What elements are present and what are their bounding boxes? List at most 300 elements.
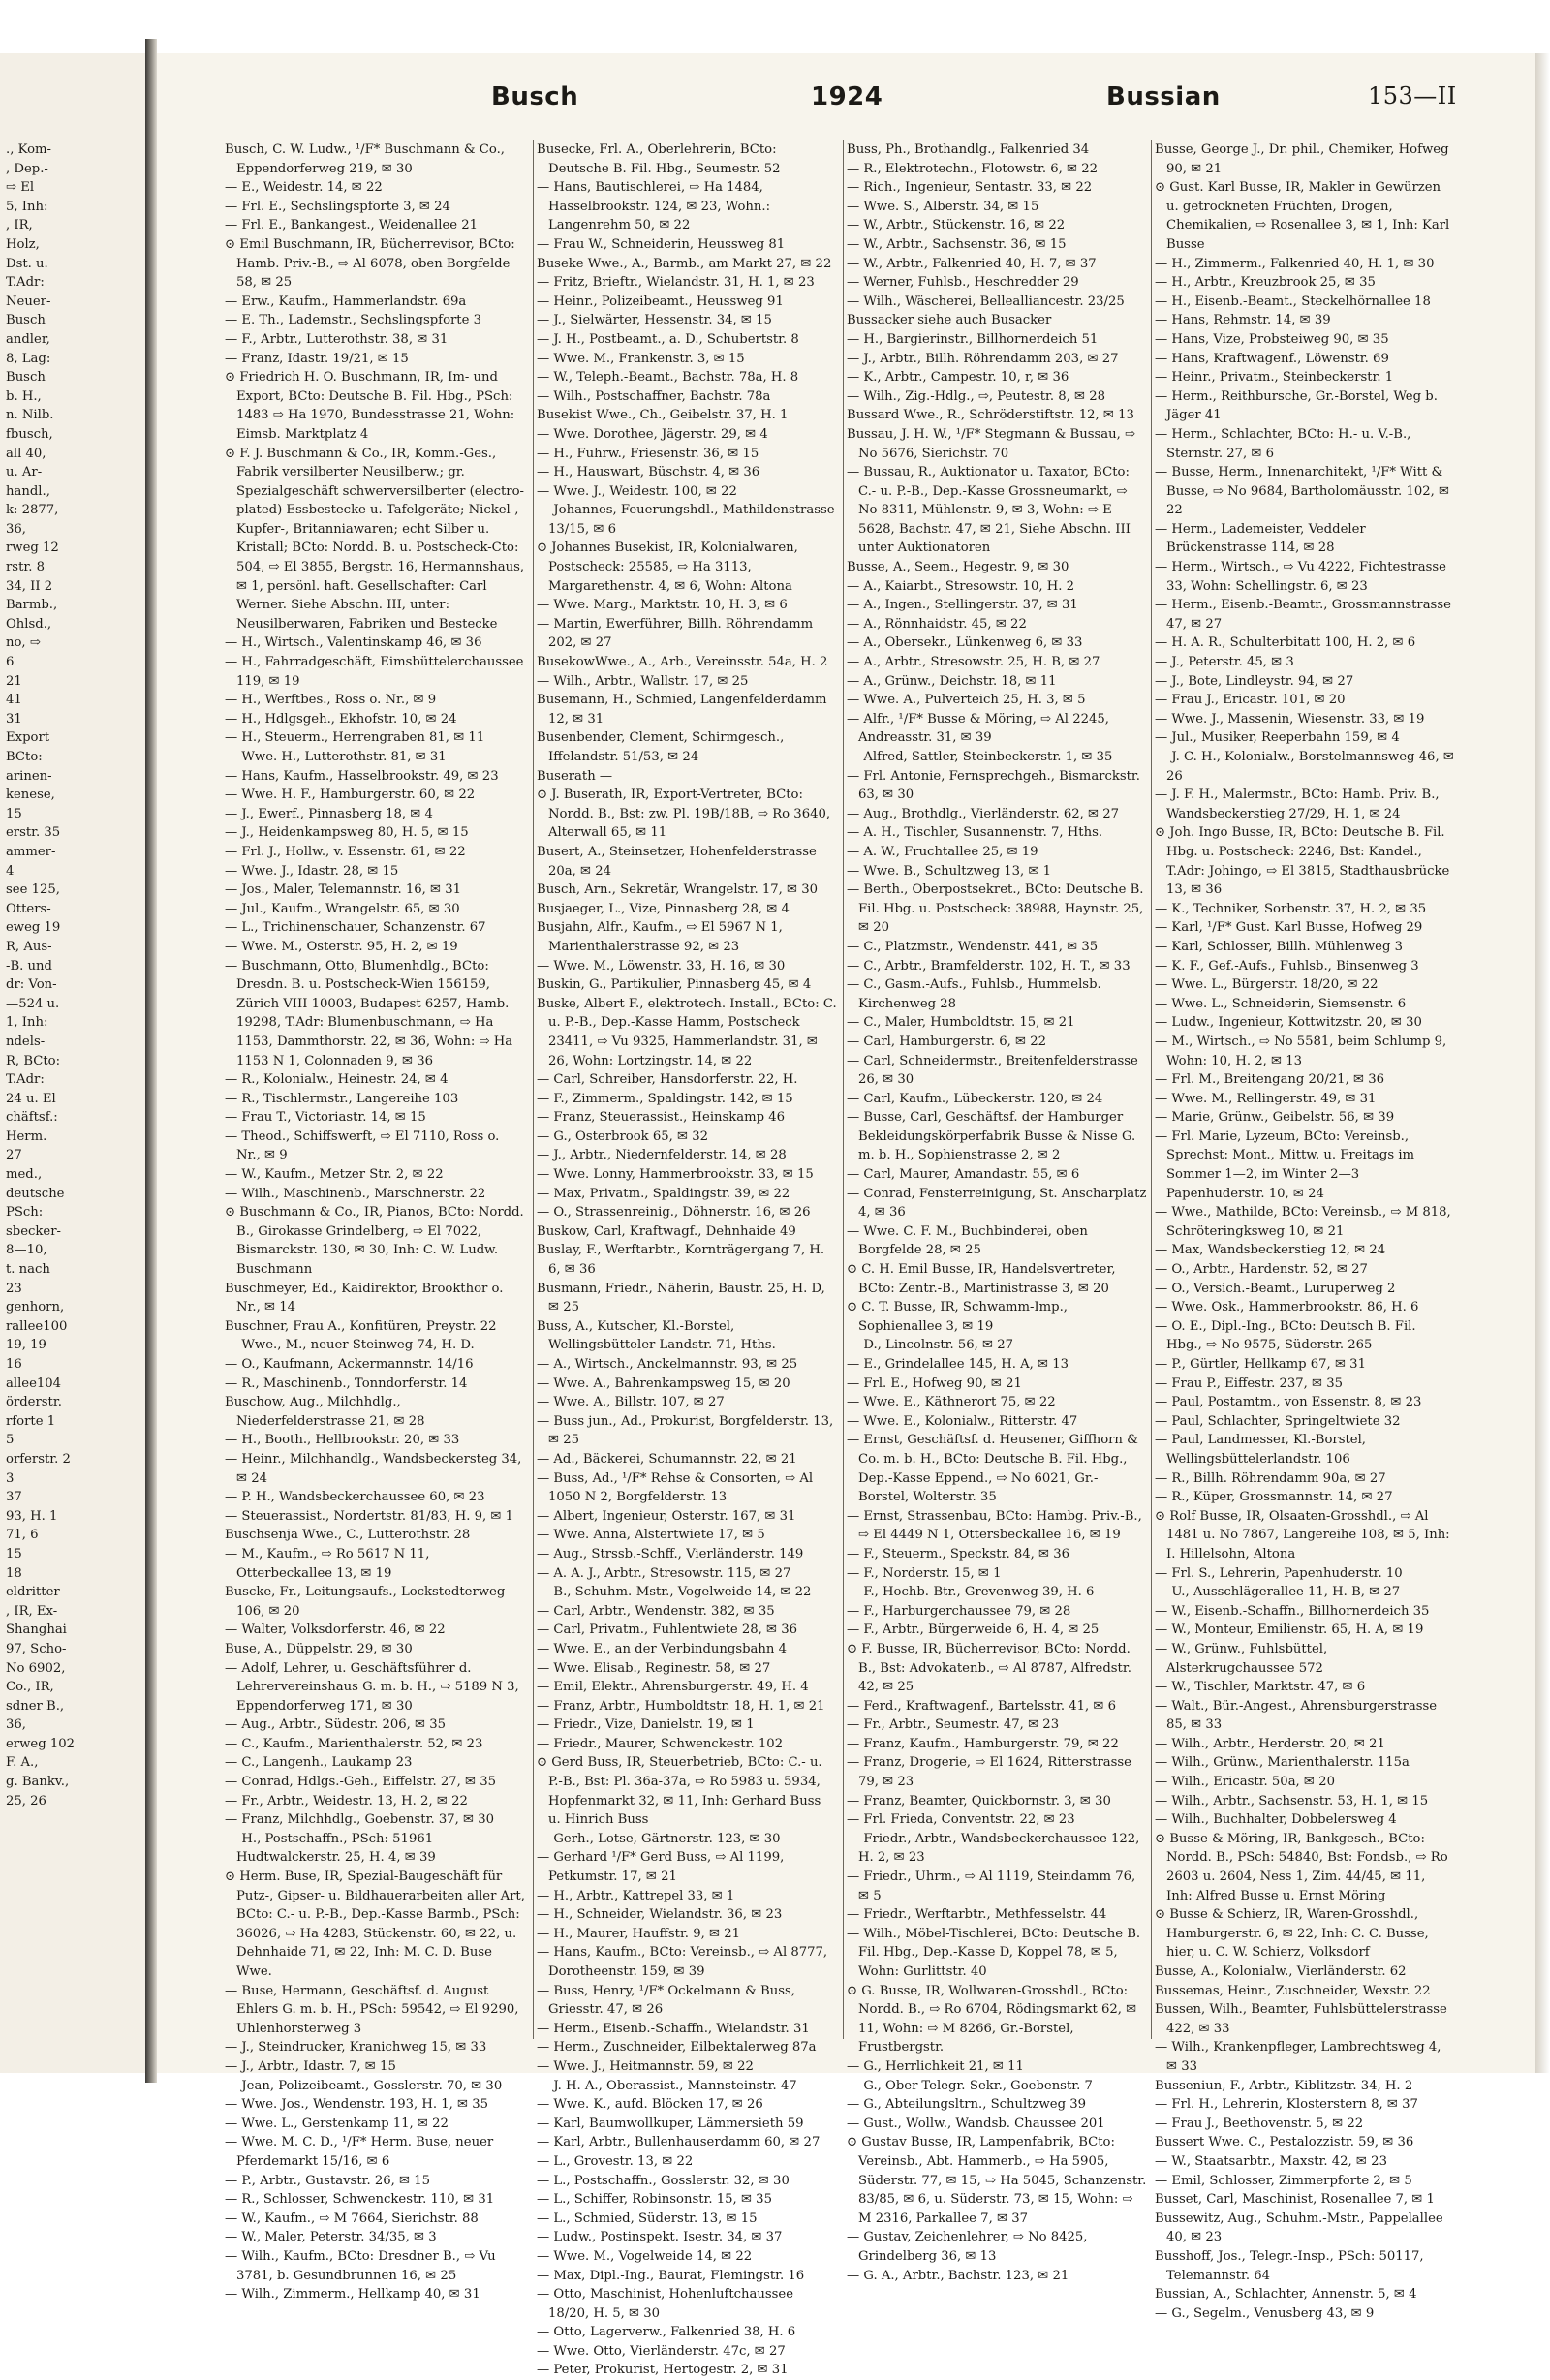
directory-entry: — C., Platzmstr., Wendenstr. 441, ✉ 35 <box>847 939 1099 954</box>
directory-entry: — H., Bargierinstr., Billhornerdeich 51 <box>847 331 1099 347</box>
directory-entry: — Theod., Schiffswerft, ⇨ El 7110, Ross o. Nr., ✉ 9 <box>225 1128 500 1163</box>
directory-entry: — O., Kaufmann, Ackermannstr. 14/16 <box>225 1357 474 1372</box>
directory-entry: — Franz, Kaufm., Hamburgerstr. 79, ✉ 22 <box>847 1736 1119 1751</box>
directory-entry: — Ferd., Kraftwagenf., Bartelsstr. 41, ✉ 6 <box>847 1698 1117 1714</box>
directory-entry: — Wilh., Ericastr. 50a, ✉ 20 <box>1155 1775 1335 1790</box>
facing-page-fragment: , Dep.- <box>6 161 48 176</box>
directory-entry: ⊙ Johannes Busekist, IR, Kolonialwaren, Postscheck: 25585, ⇨ Ha 3113, Margarethenstr. 4, ✉ 6, Wohn: Altona <box>537 541 798 594</box>
facing-page-fragment: erweg 102 <box>6 1736 76 1751</box>
directory-entry: — Jos., Maler, Telemannstr. 16, ✉ 31 <box>225 882 462 898</box>
directory-entry: — Wwe. Osk., Hammerbrookstr. 86, H. 6 <box>1155 1300 1419 1315</box>
directory-entry: — D., Lincolnstr. 56, ✉ 27 <box>847 1338 1014 1353</box>
directory-entry: Busse, A., Seem., Hegestr. 9, ✉ 30 <box>847 560 1070 575</box>
directory-entry: — W., Arbtr., Sachsenstr. 36, ✉ 15 <box>847 236 1067 252</box>
directory-entry: — R., Schlosser, Schwenckestr. 110, ✉ 31 <box>225 2192 495 2208</box>
directory-entry: — W., Kaufm., ⇨ M 7664, Sierichstr. 88 <box>225 2210 479 2226</box>
directory-entry: — W., Teleph.-Beamt., Bachstr. 78a, H. 8 <box>537 370 799 386</box>
directory-entry: — W., Arbtr., Falkenried 40, H. 7, ✉ 37 <box>847 256 1097 271</box>
facing-page-fragment: rweg 12 <box>6 541 59 556</box>
directory-entry: — Buss, Henry, ¹/F* Ockelmann & Buss, Griesstr. 47, ✉ 26 <box>537 1983 795 2018</box>
directory-entry: Busemann, H., Schmied, Langenfelderdamm 12, ✉ 31 <box>537 693 827 726</box>
facing-page-fragment: Neuer- <box>6 294 51 309</box>
directory-entry: — A., Ingen., Stellingerstr. 37, ✉ 31 <box>847 598 1078 613</box>
directory-entry: Busecke, Frl. A., Oberlehrerin, BCto: Deutsche B. Fil. Hbg., Seumestr. 52 <box>537 142 781 176</box>
directory-entry: — P., Arbtr., Gustavstr. 26, ✉ 15 <box>225 2173 431 2188</box>
directory-entry: — H. A. R., Schulterbitatt 100, H. 2, ✉ 6 <box>1155 635 1416 651</box>
directory-entry: — Conrad, Fensterreinigung, St. Anscharplatz 4, ✉ 36 <box>847 1186 1147 1221</box>
directory-entry: — F., Arbtr., Bürgerweide 6, H. 4, ✉ 25 <box>847 1623 1100 1638</box>
directory-entry: — Emil, Elektr., Ahrensburgerstr. 49, H. 4 <box>537 1680 809 1695</box>
directory-entry: Bussacker siehe auch Busacker <box>847 313 1052 328</box>
facing-page-fragment: BCto: <box>6 750 43 764</box>
directory-entry: — H., Booth., Hellbrookstr. 20, ✉ 33 <box>225 1433 460 1448</box>
directory-entry: — A., Kaiarbt., Stresowstr. 10, H. 2 <box>847 578 1075 594</box>
facing-page-fragment: , IR, Ex- <box>6 1603 58 1619</box>
directory-entry: Bussard Wwe., R., Schröderstiftstr. 12, ✉ 13 <box>847 408 1134 423</box>
directory-entry: Busenbender, Clement, Schirmgesch., Iffelandstr. 51/53, ✉ 24 <box>537 730 785 764</box>
facing-page-fragment: 8—10, <box>6 1243 47 1258</box>
directory-entry: — Gustav, Zeichenlehrer, ⇨ No 8425, Grindelberg 36, ✉ 13 <box>847 2230 1088 2264</box>
directory-entry: — E. Th., Lademstr., Sechslingspforte 3 <box>225 313 481 328</box>
directory-entry: — Alfr., ¹/F* Busse & Möring, ⇨ Al 2245, Andreasstr. 31, ✉ 39 <box>847 711 1109 746</box>
directory-entry: — Herm., Schlachter, BCto: H.- u. V.-B., Sternstr. 27, ✉ 6 <box>1155 426 1411 461</box>
directory-entry: — A., Arbtr., Stresowstr. 25, H. B, ✉ 27 <box>847 655 1100 670</box>
directory-entry: — Wwe. Lonny, Hammerbrookstr. 33, ✉ 15 <box>537 1167 814 1183</box>
facing-page-fragment: T.Adr: <box>6 275 45 291</box>
directory-entry: — Paul, Landmesser, Kl.-Borstel, Wellingsbüttelerlandstr. 106 <box>1155 1433 1366 1467</box>
directory-entry: — Albert, Ingenieur, Osterstr. 167, ✉ 31 <box>537 1508 796 1524</box>
directory-entry: — Wwe. S., Alberstr. 34, ✉ 15 <box>847 199 1039 214</box>
directory-entry: — Frau P., Eiffestr. 237, ✉ 35 <box>1155 1375 1344 1391</box>
directory-entry: — Franz, Drogerie, ⇨ El 1624, Ritterstrasse 79, ✉ 23 <box>847 1755 1132 1790</box>
directory-entry: Busse, George J., Dr. phil., Chemiker, Hofweg 90, ✉ 21 <box>1155 142 1449 176</box>
directory-entry: — A., Obersekr., Lünkenweg 6, ✉ 33 <box>847 635 1083 651</box>
directory-entry: — Ludw., Postinspekt. Isestr. 34, ✉ 37 <box>537 2230 783 2245</box>
facing-page-fragment: 16 <box>6 1357 22 1372</box>
directory-entry: — Wilh., Arbtr., Sachsenstr. 53, H. 1, ✉ 15 <box>1155 1793 1429 1808</box>
directory-entry: — Herm., Lademeister, Veddeler Brückenstrasse 114, ✉ 28 <box>1155 521 1366 556</box>
directory-entry: — Wilh., Kaufm., BCto: Dresdner B., ⇨ Vu 3781, b. Gesundbrunnen 16, ✉ 25 <box>225 2248 496 2283</box>
directory-entry: ⊙ J. Buserath, IR, Export-Vertreter, BCto: Nordd. B., Bst: zw. Pl. 19B/18B, ⇨ Ro 3640, Alterwall 65, ✉ 11 <box>537 788 831 841</box>
facing-page-fragment: 36, <box>6 1717 26 1733</box>
facing-page-fragment: Shanghai <box>6 1623 67 1638</box>
directory-entry: — J., Arbtr., Billh. Röhrendamm 203, ✉ 27 <box>847 351 1119 366</box>
facing-page-fragment: sbecker- <box>6 1223 61 1239</box>
directory-entry: — M., Kaufm., ⇨ Ro 5617 N 11, Otterbeckallee 13, ✉ 19 <box>225 1546 430 1581</box>
facing-page-fragment: Ohlsd., <box>6 616 52 632</box>
directory-entry: — H., Fahrradgeschäft, Eimsbüttelerchaussee 119, ✉ 19 <box>225 655 524 689</box>
directory-entry: — H., Hdlgsgeh., Ekhofstr. 10, ✉ 24 <box>225 711 457 726</box>
directory-entry: — Wilh., Postschaffner, Bachstr. 78a <box>537 388 771 404</box>
directory-entry: — H., Hauswart, Büschstr. 4, ✉ 36 <box>537 465 760 480</box>
directory-entry: — Wwe. H., Lutterothstr. 81, ✉ 31 <box>225 750 447 764</box>
directory-entry: — Wilh., Arbtr., Herderstr. 20, ✉ 21 <box>1155 1736 1385 1751</box>
directory-entry: — Wwe. M., Osterstr. 95, H. 2, ✉ 19 <box>225 939 458 954</box>
directory-entry: — Wwe. M., Rellingerstr. 49, ✉ 31 <box>1155 1091 1377 1106</box>
facing-page-fragment: F. A., <box>6 1755 39 1771</box>
directory-entry: — A. H., Tischler, Susannenstr. 7, Hths. <box>847 825 1103 841</box>
facing-page-fragment: Dst. u. <box>6 256 48 271</box>
header-year: 1924 <box>811 82 884 111</box>
directory-entry: ⊙ Gerd Buss, IR, Steuerbetrieb, BCto: C.- u. P.-B., Bst: Pl. 36a-37a, ⇨ Ro 5983 u. 5934, Hopfenmarkt 32, ✉ 11, Inh: Gerhard Buss u. Hinrich Buss <box>537 1755 822 1828</box>
directory-entry: — Bussau, R., Auktionator u. Taxator, BCto: C.- u. P.-B., Dep.-Kasse Grossneumarkt, ⇨ No 8311, Mühlenstr. 9, ✉ 3, Wohn: ⇨ E 5628, Bachstr. 47, ✉ 21, Siehe Abschn. III unter Auktionatoren <box>847 465 1131 556</box>
directory-entry: — Carl, Schreiber, Hansdorferstr. 22, H. <box>537 1072 798 1088</box>
directory-entry: — H., Werftbes., Ross o. Nr., ✉ 9 <box>225 693 437 708</box>
facing-page-fragment: 24 u. El <box>6 1091 56 1106</box>
directory-entry: — Franz, Beamter, Quickbornstr. 3, ✉ 30 <box>847 1793 1111 1808</box>
directory-entry: — L., Schiffer, Robinsonstr. 15, ✉ 35 <box>537 2192 772 2208</box>
directory-entry: — L., Trichinenschauer, Schanzenstr. 67 <box>225 920 486 936</box>
facing-page-fragment: genhorn, <box>6 1300 65 1315</box>
directory-entry: — C., Kaufm., Marienthalerstr. 52, ✉ 23 <box>225 1736 483 1751</box>
facing-page-fragment: erstr. 35 <box>6 825 61 841</box>
header-last-name: Bussian <box>1106 82 1221 111</box>
directory-entry: — Wwe. H. F., Hamburgerstr. 60, ✉ 22 <box>225 788 476 803</box>
facing-page-fragment: Busch <box>6 313 46 328</box>
directory-entry: — W., Monteur, Emilienstr. 65, H. A, ✉ 19 <box>1155 1623 1424 1638</box>
facing-page-fragment: u. Ar- <box>6 465 43 480</box>
directory-entry: — W., Maler, Peterstr. 34/35, ✉ 3 <box>225 2230 437 2245</box>
directory-entry: — Frau J., Beethovenstr. 5, ✉ 22 <box>1155 2116 1364 2131</box>
directory-entry: Busseniun, F., Arbtr., Kiblitzstr. 34, H. 2 <box>1155 2078 1413 2093</box>
directory-entry: Buske, Albert F., elektrotech. Install., BCto: C. u. P.-B., Dep.-Kasse Hamm, Postscheck 23411, ⇨ Vu 9325, Hammerlandstr. 31, ✉ 26, Wohn: Lortzingstr. 14, ✉ 22 <box>537 996 837 1068</box>
facing-page-fragment: 23 <box>6 1281 22 1296</box>
directory-entry: — Aug., Arbtr., Südestr. 206, ✉ 35 <box>225 1717 447 1733</box>
directory-entry: — L., Postschaffn., Gosslerstr. 32, ✉ 30 <box>537 2173 790 2188</box>
directory-entry: — Walt., Bür.-Angest., Ahrensburgerstrasse 85, ✉ 33 <box>1155 1698 1438 1733</box>
header-first-name: Busch <box>491 82 579 111</box>
directory-entry: — Frl. S., Lehrerin, Papenhuderstr. 10 <box>1155 1565 1403 1581</box>
directory-page <box>157 53 1535 2378</box>
facing-page-fragment: k: 2877, <box>6 503 59 518</box>
column-rule <box>1151 140 1152 2039</box>
directory-entry: — Gerh., Lotse, Gärtnerstr. 123, ✉ 30 <box>537 1831 781 1846</box>
directory-entry: — Aug., Strssb.-Schff., Vierländerstr. 149 <box>537 1546 804 1561</box>
directory-entry: — A., Grünw., Deichstr. 18, ✉ 11 <box>847 673 1057 689</box>
facing-page-fragment: rallee100 <box>6 1318 68 1334</box>
directory-entry: ⊙ Busse & Möring, IR, Bankgesch., BCto: Nordd. B., PSch: 54840, Bst: Fondsb., ⇨ Ro 2603 u. 2604, Ness 1, Zim. 44/45, ✉ 11, Inh: Alfred Busse u. Ernst Möring <box>1155 1831 1448 1903</box>
directory-entry: — Max, Wandsbeckerstieg 12, ✉ 24 <box>1155 1243 1386 1258</box>
directory-entry: — Karl, Baumwollkuper, Lämmersieth 59 <box>537 2116 804 2131</box>
facing-page-fragment: No 6902, <box>6 1660 66 1676</box>
directory-entry: — J., Steindrucker, Kranichweg 15, ✉ 33 <box>225 2040 487 2055</box>
directory-entry: — W., Kaufm., Metzer Str. 2, ✉ 22 <box>225 1167 444 1183</box>
directory-entry: — Wwe. B., Schultzweg 13, ✉ 1 <box>847 863 1052 879</box>
directory-entry: — Wwe. M., Vogelweide 14, ✉ 22 <box>537 2248 753 2264</box>
directory-entry: — C., Maler, Humboldtstr. 15, ✉ 21 <box>847 1015 1075 1031</box>
directory-entry: Buskin, G., Partikulier, Pinnasberg 45, ✉ 4 <box>537 977 812 993</box>
directory-entry: — Wwe. Dorothee, Jägerstr. 29, ✉ 4 <box>537 426 768 442</box>
facing-page-fragment: —524 u. <box>6 996 60 1011</box>
directory-entry: Buss, A., Kutscher, Kl.-Borstel, Wellingsbütteler Landstr. 71, Hths. <box>537 1318 776 1353</box>
facing-page-fragment: ammer- <box>6 844 56 859</box>
facing-page-fragment: allee104 <box>6 1375 62 1391</box>
directory-entry: — J., Heidenkampsweg 80, H. 5, ✉ 15 <box>225 825 469 841</box>
directory-entry: — Wwe. A., Bahrenkampsweg 15, ✉ 20 <box>537 1375 790 1391</box>
directory-entry: — Hans, Kraftwagenf., Löwenstr. 69 <box>1155 351 1389 366</box>
directory-entry: — Frl. E., Bankangest., Weidenallee 21 <box>225 218 479 233</box>
directory-entry: — Carl, Hamburgerstr. 6, ✉ 22 <box>847 1034 1046 1049</box>
directory-entry: — C., Gasm.-Aufs., Fuhlsb., Hummelsb. Kirchenweg 28 <box>847 977 1101 1011</box>
directory-entry: — H., Fuhrw., Friesenstr. 36, ✉ 15 <box>537 446 760 461</box>
facing-page-fragment: see 125, <box>6 882 60 898</box>
facing-page-fragment: 15 <box>6 806 22 821</box>
facing-page-fragment: 6 <box>6 655 15 670</box>
facing-page-fragment: T.Adr: <box>6 1072 45 1088</box>
facing-page-fragment: Otters- <box>6 901 51 916</box>
directory-entry: — Frl. H., Lehrerin, Klosterstern 8, ✉ 37 <box>1155 2097 1418 2113</box>
directory-entry: — Hans, Vize, Probsteiweg 90, ✉ 35 <box>1155 331 1389 347</box>
directory-entry: — F., Harburgerchaussee 79, ✉ 28 <box>847 1603 1071 1619</box>
directory-entry: — Herm., Zuschneider, Eilbektalerweg 87a <box>537 2040 817 2055</box>
directory-entry: — Wilh., Wäscherei, Bellealliancestr. 23/25 <box>847 294 1125 309</box>
facing-page-fragment: , IR, <box>6 218 33 233</box>
directory-entry: — Paul, Schlachter, Springeltwiete 32 <box>1155 1413 1401 1429</box>
book-gutter <box>145 39 157 2083</box>
directory-entry: — Wwe. A., Pulverteich 25, H. 3, ✉ 5 <box>847 693 1086 708</box>
directory-entry: — Wilh., Maschinenb., Marschnerstr. 22 <box>225 1186 486 1201</box>
directory-entry: Buslay, F., Werftarbtr., Kornträgergang 7, H. 6, ✉ 36 <box>537 1243 825 1278</box>
directory-entry: — O. E., Dipl.-Ing., BCto: Deutsch B. Fil. Hbg., ⇨ No 9575, Süderstr. 265 <box>1155 1318 1416 1353</box>
directory-entry: Buschsenja Wwe., C., Lutterothstr. 28 <box>225 1528 471 1543</box>
directory-entry: — R., Elektrotechn., Flotowstr. 6, ✉ 22 <box>847 161 1099 176</box>
directory-entry: — E., Grindelallee 145, H. A, ✉ 13 <box>847 1357 1070 1372</box>
directory-entry: — H., Zimmerm., Falkenried 40, H. 1, ✉ 30 <box>1155 256 1435 271</box>
directory-entry: ⊙ Busse & Schierz, IR, Waren-Grosshdl., Hamburgerstr. 6, ✉ 22, Inh: C. C. Busse, hier, u. C. W. Schierz, Volksdorf <box>1155 1907 1429 1961</box>
facing-page-fragment: eweg 19 <box>6 920 61 936</box>
directory-entry: Bussau, J. H. W., ¹/F* Stegmann & Bussau, ⇨ No 5676, Sierichstr. 70 <box>847 426 1136 461</box>
facing-page-fragment: rforte 1 <box>6 1413 56 1429</box>
directory-entry: — Herm., Wirtsch., ⇨ Vu 4222, Fichtestrasse 33, Wohn: Schellingstr. 6, ✉ 23 <box>1155 560 1446 594</box>
directory-column-4 <box>1155 140 1455 2321</box>
directory-entry: — O., Arbtr., Hardenstr. 52, ✉ 27 <box>1155 1262 1368 1278</box>
directory-entry: — O., Versich.-Beamt., Luruperweg 2 <box>1155 1281 1396 1296</box>
facing-page-fragment: 36, <box>6 521 26 537</box>
facing-page-fragment: kenese, <box>6 788 55 803</box>
directory-entry: — G., Ober-Telegr.-Sekr., Goebenstr. 7 <box>847 2078 1093 2093</box>
directory-entry: — R., Billh. Röhrendamm 90a, ✉ 27 <box>1155 1470 1386 1486</box>
directory-entry: — Karl, Arbtr., Bullenhauserdamm 60, ✉ 27 <box>537 2135 821 2150</box>
directory-entry: — Heinr., Milchhandlg., Wandsbeckersteg 34, ✉ 24 <box>225 1451 522 1486</box>
facing-page-fragment: Busch <box>6 370 46 386</box>
directory-entry: — K. F., Gef.-Aufs., Fuhlsb., Binsenweg 3 <box>1155 958 1419 974</box>
directory-entry: — Hans, Bautischlerei, ⇨ Ha 1484, Hasselbrookstr. 124, ✉ 23, Wohn.: Langenrehm 50, ✉ 22 <box>537 180 771 233</box>
facing-page-fragment: sdner B., <box>6 1698 65 1714</box>
column-rule <box>533 140 534 2039</box>
directory-entry: — Frl. E., Sechslingspforte 3, ✉ 24 <box>225 199 450 214</box>
directory-entry: — F., Hochb.-Btr., Grevenweg 39, H. 6 <box>847 1585 1095 1600</box>
facing-page-fragment: arinen- <box>6 768 52 784</box>
directory-entry: Bussert Wwe. C., Pestalozzistr. 59, ✉ 36 <box>1155 2135 1414 2150</box>
directory-entry: — H., Arbtr., Kreuzbrook 25, ✉ 35 <box>1155 275 1376 291</box>
directory-entry: — G., Herrlichkeit 21, ✉ 11 <box>847 2058 1024 2074</box>
directory-entry: — G., Segelm., Venusberg 43, ✉ 9 <box>1155 2305 1375 2321</box>
page-header <box>157 82 1535 131</box>
facing-page-fragment: 5 <box>6 1433 15 1448</box>
directory-entry: — H., Maurer, Hauffstr. 9, ✉ 21 <box>537 1926 740 1941</box>
directory-entry: Buscke, Fr., Leitungsaufs., Lockstedterweg 106, ✉ 20 <box>225 1585 506 1619</box>
directory-entry: — F., Arbtr., Lutterothstr. 38, ✉ 31 <box>225 331 449 347</box>
directory-entry: ⊙ C. H. Emil Busse, IR, Handelsvertreter, BCto: Zentr.-B., Martinistrasse 3, ✉ 20 <box>847 1262 1116 1296</box>
directory-entry: — Alfred, Sattler, Steinbeckerstr. 1, ✉ 35 <box>847 750 1113 764</box>
facing-page-fragment: Export <box>6 730 50 746</box>
directory-entry: — K., Techniker, Sorbenstr. 37, H. 2, ✉ 35 <box>1155 901 1427 916</box>
facing-page-fragment: 31 <box>6 711 22 726</box>
directory-entry: Busch, C. W. Ludw., ¹/F* Buschmann & Co., Eppendorferweg 219, ✉ 30 <box>225 142 505 176</box>
facing-page-fragment: andler, <box>6 331 50 347</box>
directory-entry: — Wwe. E., Kolonialw., Ritterstr. 47 <box>847 1413 1078 1429</box>
facing-page-fragment: t. nach <box>6 1262 50 1278</box>
directory-entry: — C., Arbtr., Bramfelderstr. 102, H. T., ✉ 33 <box>847 958 1131 974</box>
directory-entry: — Wwe. Jos., Wendenstr. 193, H. 1, ✉ 35 <box>225 2097 489 2113</box>
facing-page-fragment: eldritter- <box>6 1585 65 1600</box>
directory-entry: — Johannes, Feuerungshdl., Mathildenstrasse 13/15, ✉ 6 <box>537 503 835 537</box>
directory-entry: — Wwe. J., Heitmannstr. 59, ✉ 22 <box>537 2058 754 2074</box>
directory-entry: — Gerhard ¹/F* Gerd Buss, ⇨ Al 1199, Petkumstr. 17, ✉ 21 <box>537 1850 785 1885</box>
directory-entry: Busekist Wwe., Ch., Geibelstr. 37, H. 1 <box>537 408 789 423</box>
directory-entry: — Wwe. L., Schneiderin, Siemsenstr. 6 <box>1155 996 1407 1011</box>
directory-entry: ⊙ Emil Buschmann, IR, Bücherrevisor, BCto: Hamb. Priv.-B., ⇨ Al 6078, oben Borgfelde 58, ✉ 25 <box>225 236 515 291</box>
directory-entry: ⊙ Gustav Busse, IR, Lampenfabrik, BCto: Vereinsb., Abt. Hammerb., ⇨ Ha 5905, Süderstr. 77, ✉ 15, ⇨ Ha 5045, Schanzenstr. 83/85, ✉ 6, u. Süderstr. 73, ✉ 15, Wohn: ⇨ M 2316, Parkallee 7, ✉ 37 <box>847 2135 1147 2226</box>
directory-entry: — Friedr., Werftarbtr., Methfesselstr. 44 <box>847 1907 1107 1923</box>
directory-entry: — Ernst, Strassenbau, BCto: Hambg. Priv.-B., ⇨ El 4449 N 1, Ottersbeckallee 16, ✉ 19 <box>847 1508 1142 1543</box>
directory-entry: — Werner, Fuhlsb., Heschredder 29 <box>847 275 1079 291</box>
facing-page-fragment: g. Bankv., <box>6 1775 70 1790</box>
directory-entry: — Frl. Antonie, Fernsprechgeh., Bismarckstr. 63, ✉ 30 <box>847 768 1140 803</box>
directory-entry: — H., Postschaffn., PSch: 51961 Hudtwalckerstr. 25, H. 4, ✉ 39 <box>225 1831 436 1866</box>
directory-entry: Busjaeger, L., Vize, Pinnasberg 28, ✉ 4 <box>537 901 790 916</box>
directory-entry: Busshoff, Jos., Telegr.-Insp., PSch: 50117, Telemannstr. 64 <box>1155 2248 1424 2283</box>
facing-page-fragment: 34, II 2 <box>6 578 53 594</box>
facing-page-fragment: 19, 19 <box>6 1338 46 1353</box>
directory-entry: ⊙ Rolf Busse, IR, Olsaaten-Grosshdl., ⇨ Al 1481 u. No 7867, Langereihe 108, ✉ 5, Inh: I. Hillelsohn, Altona <box>1155 1508 1450 1561</box>
facing-page-fragment: 21 <box>6 673 22 689</box>
directory-entry: — Busse, Herm., Innenarchitekt, ¹/F* Witt & Busse, ⇨ No 9684, Bartholomäusstr. 102, ✉ 22 <box>1155 465 1450 518</box>
directory-entry: — Wilh., Möbel-Tischlerei, BCto: Deutsche B. Fil. Hbg., Dep.-Kasse D, Koppel 78, ✉ 5, Wohn: Gurlittstr. 40 <box>847 1926 1141 1979</box>
directory-entry: — Jul., Musiker, Reeperbahn 159, ✉ 4 <box>1155 730 1400 746</box>
directory-entry: — Fr., Arbtr., Seumestr. 47, ✉ 23 <box>847 1717 1060 1733</box>
directory-entry: — W., Staatsarbtr., Maxstr. 42, ✉ 23 <box>1155 2153 1387 2169</box>
directory-entry: — A., Rönnhaidstr. 45, ✉ 22 <box>847 616 1027 632</box>
directory-entry: — Wwe. J., Massenin, Wiesenstr. 33, ✉ 19 <box>1155 711 1425 726</box>
directory-entry: — Adolf, Lehrer, u. Geschäftsführer d. Lehrervereinshaus G. m. b. H., ⇨ 5189 N 3, Eppendorferweg 171, ✉ 30 <box>225 1660 519 1714</box>
directory-entry: Busert, A., Steinsetzer, Hohenfelderstrasse 20a, ✉ 24 <box>537 844 817 879</box>
directory-entry: ⊙ Friedrich H. O. Buschmann, IR, Im- und Export, BCto: Deutsche B. Fil. Hbg., PSch: 1483 ⇨ Ha 1970, Bundesstrasse 21, Wohn: Eimsb. Marktplatz 4 <box>225 370 515 442</box>
directory-entry: — F., Zimmerm., Spaldingstr. 142, ✉ 15 <box>537 1091 793 1106</box>
directory-entry: — M., Wirtsch., ⇨ No 5581, beim Schlump 9, Wohn: 10, H. 2, ✉ 13 <box>1155 1034 1447 1068</box>
facing-page-fragment: chäftsf.: <box>6 1110 58 1126</box>
directory-entry: — Buss jun., Ad., Prokurist, Borgfelderstr. 13, ✉ 25 <box>537 1413 834 1448</box>
facing-page-fragment: 8, Lag: <box>6 351 51 366</box>
directory-entry: — A. A. J., Arbtr., Stresowstr. 115, ✉ 27 <box>537 1565 791 1581</box>
facing-page-fragment: 5, Inh: <box>6 199 48 214</box>
directory-entry: Buseke Wwe., A., Barmb., am Markt 27, ✉ 22 <box>537 256 832 271</box>
directory-entry: — H., Arbtr., Kattrepel 33, ✉ 1 <box>537 1888 735 1903</box>
directory-entry: ⊙ Joh. Ingo Busse, IR, BCto: Deutsche B. Fil. Hbg. u. Postscheck: 2246, Bst: Kandel., T.Adr: Johingo, ⇨ El 3815, Stadthausbrücke 13, ✉ 36 <box>1155 825 1450 898</box>
directory-entry: ⊙ C. T. Busse, IR, Schwamm-Imp., Sophienallee 3, ✉ 19 <box>847 1300 1068 1334</box>
directory-entry: — W., Tischler, Marktstr. 47, ✉ 6 <box>1155 1680 1366 1695</box>
facing-page-fragment: 15 <box>6 1546 22 1561</box>
directory-entry: — Steuerassist., Nordertstr. 81/83, H. 9, ✉ 1 <box>225 1508 513 1524</box>
directory-entry: Busset, Carl, Maschinist, Rosenallee 7, ✉ 1 <box>1155 2192 1435 2208</box>
facing-page-fragment: 37 <box>6 1490 22 1505</box>
directory-entry: — Martin, Ewerführer, Billh. Röhrendamm 202, ✉ 27 <box>537 616 814 651</box>
directory-entry: — Wwe. K., aufd. Blöcken 17, ✉ 26 <box>537 2097 763 2113</box>
directory-entry: — Hans, Rehmstr. 14, ✉ 39 <box>1155 313 1331 328</box>
facing-page-fragment: Holz, <box>6 236 40 252</box>
directory-entry: Busmann, Friedr., Näherin, Baustr. 25, H. D, ✉ 25 <box>537 1281 825 1315</box>
directory-entry: — Buss, Ad., ¹/F* Rehse & Consorten, ⇨ Al 1050 N 2, Borgfelderstr. 13 <box>537 1470 814 1505</box>
directory-entry: — Carl, Privatm., Fuhlentwiete 28, ✉ 36 <box>537 1623 798 1638</box>
directory-entry: — Frl. Marie, Lyzeum, BCto: Vereinsb., Sprechst: Mont., Mittw. u. Freitags im Sommer 1—2, im Winter 2—3 Papenhuderstr. 10, ✉ 24 <box>1155 1128 1415 1201</box>
directory-column-2 <box>537 140 837 2378</box>
directory-entry: ⊙ G. Busse, IR, Wollwaren-Grosshdl., BCto: Nordd. B., ⇨ Ro 6704, Rödingsmarkt 62, ✉ 11, Wohn: ⇨ M 8266, Gr.-Borstel, Frustbergstr. <box>847 1983 1137 2055</box>
directory-entry: Buschner, Frau A., Konfitüren, Preystr. 22 <box>225 1318 497 1334</box>
directory-entry: — O., Strassenreinig., Döhnerstr. 16, ✉ 26 <box>537 1205 811 1221</box>
directory-entry: — Conrad, Hdlgs.-Geh., Eiffelstr. 27, ✉ 35 <box>225 1775 497 1790</box>
facing-page-fragment: Barmb., <box>6 598 58 613</box>
directory-entry: — Otto, Lagerverw., Falkenried 38, H. 6 <box>537 2325 796 2340</box>
directory-entry: — Wwe. E., an der Verbindungsbahn 4 <box>537 1641 787 1656</box>
directory-entry: — Heinr., Privatm., Steinbeckerstr. 1 <box>1155 370 1394 386</box>
directory-entry: — H., Eisenb.-Beamt., Steckelhörnallee 18 <box>1155 294 1431 309</box>
directory-entry: — Jean, Polizeibeamt., Gosslerstr. 70, ✉ 30 <box>225 2078 503 2093</box>
facing-page-fragment: R, Aus- <box>6 939 52 954</box>
facing-page-fragment: 71, 6 <box>6 1528 39 1543</box>
facing-page-fragment: 3 <box>6 1470 15 1486</box>
directory-entry: — Wilh., Buchhalter, Dobbelersweg 4 <box>1155 1812 1397 1828</box>
facing-page-fragment: 4 <box>6 863 15 879</box>
directory-entry: — Carl, Kaufm., Lübeckerstr. 120, ✉ 24 <box>847 1091 1103 1106</box>
directory-entry: — J. H., Postbeamt., a. D., Schubertstr. 8 <box>537 331 799 347</box>
facing-page-fragment: all 40, <box>6 446 46 461</box>
directory-entry: — A., Wirtsch., Anckelmannstr. 93, ✉ 25 <box>537 1357 798 1372</box>
directory-entry: — Friedr., Uhrm., ⇨ Al 1119, Steindamm 76, ✉ 5 <box>847 1870 1136 1903</box>
directory-entry: — Herm., Eisenb.-Beamtr., Grossmannstrasse 47, ✉ 27 <box>1155 598 1451 632</box>
directory-entry: — Hans, Kaufm., Hasselbrookstr. 49, ✉ 23 <box>225 768 499 784</box>
facing-page-fragment: ., Kom- <box>6 142 51 157</box>
directory-entry: — Hans, Kaufm., BCto: Vereinsb., ⇨ Al 8777, Dorotheenstr. 159, ✉ 39 <box>537 1945 828 1979</box>
directory-entry: — Paul, Postamtm., von Essenstr. 8, ✉ 23 <box>1155 1395 1422 1410</box>
facing-page-fragment: PSch: <box>6 1205 44 1221</box>
facing-page-fragment: no, ⇨ <box>6 635 41 651</box>
directory-entry: — G., Osterbrook 65, ✉ 32 <box>537 1128 709 1144</box>
directory-entry: — Wwe. Elisab., Reginestr. 58, ✉ 27 <box>537 1660 771 1676</box>
directory-entry: — Gust., Wollw., Wandsb. Chaussee 201 <box>847 2116 1105 2131</box>
directory-entry: — C., Langenh., Laukamp 23 <box>225 1755 413 1771</box>
directory-entry: ⊙ F. J. Buschmann & Co., IR, Komm.-Ges., Fabrik versilberter Neusilberw.; gr. Spezialgeschäft schwerversilberter (electro-plated) Essbestecke u. Tafelgeräte; Nickel-, Kupfer-, Britanniawaren; echt Silber u. Kristall; BCto: Nordd. B. u. Postscheck-Cto: 504, ⇨ El 3855, Bergstr. 16, Hermannshaus, ✉ 1, persönl. haft. Gesellschafter: Carl Werner. Siehe Abschn. III, unter: Neusilberwaren, Fabriken und Bestecke <box>225 446 525 632</box>
directory-entry: — Wwe., Mathilde, BCto: Vereinsb., ⇨ M 818, Schröteringksweg 10, ✉ 21 <box>1155 1205 1451 1239</box>
directory-entry: — Fr., Arbtr., Weidestr. 13, H. 2, ✉ 22 <box>225 1793 468 1808</box>
directory-entry: — Fritz, Brieftr., Wielandstr. 31, H. 1, ✉ 23 <box>537 275 815 291</box>
directory-entry: ⊙ Buschmann & Co., IR, Pianos, BCto: Nordd. B., Girokasse Grindelberg, ⇨ El 7022, Bismarckstr. 130, ✉ 30, Inh: C. W. Ludw. Buschmann <box>225 1205 524 1278</box>
directory-entry: — Wwe. Anna, Alstertwiete 17, ✉ 5 <box>537 1528 765 1543</box>
directory-entry: — Ernst, Geschäftsf. d. Heusener, Giffhorn & Co. m. b. H., BCto: Deutsche B. Fil. Hbg., Dep.-Kasse Eppend., ⇨ No 6021, Gr.-Borstel, Wolterstr. 35 <box>847 1433 1138 1505</box>
directory-entry: — Wilh., Krankenpfleger, Lambrechtsweg 4, ✉ 33 <box>1155 2040 1442 2074</box>
page-edge <box>1535 53 1550 2073</box>
directory-entry: — Wilh., Zimmerm., Hellkamp 40, ✉ 31 <box>225 2287 480 2303</box>
directory-entry: — J. C. H., Kolonialw., Borstelmannsweg 46, ✉ 26 <box>1155 750 1454 784</box>
directory-entry: — Marie, Grünw., Geibelstr. 56, ✉ 39 <box>1155 1110 1395 1126</box>
directory-entry: — R., Küper, Grossmannstr. 14, ✉ 27 <box>1155 1490 1393 1505</box>
directory-entry: — W., Arbtr., Stückenstr. 16, ✉ 22 <box>847 218 1066 233</box>
facing-page-fragment: orferstr. 2 <box>6 1451 71 1467</box>
directory-entry: — R., Maschinenb., Tonndorferstr. 14 <box>225 1375 468 1391</box>
directory-entry: Buserath — <box>537 768 613 784</box>
facing-page-fragment: -B. und <box>6 958 52 974</box>
facing-page-fragment: n. Nilb. <box>6 408 54 423</box>
directory-entry: — Wwe. M., Frankenstr. 3, ✉ 15 <box>537 351 745 366</box>
